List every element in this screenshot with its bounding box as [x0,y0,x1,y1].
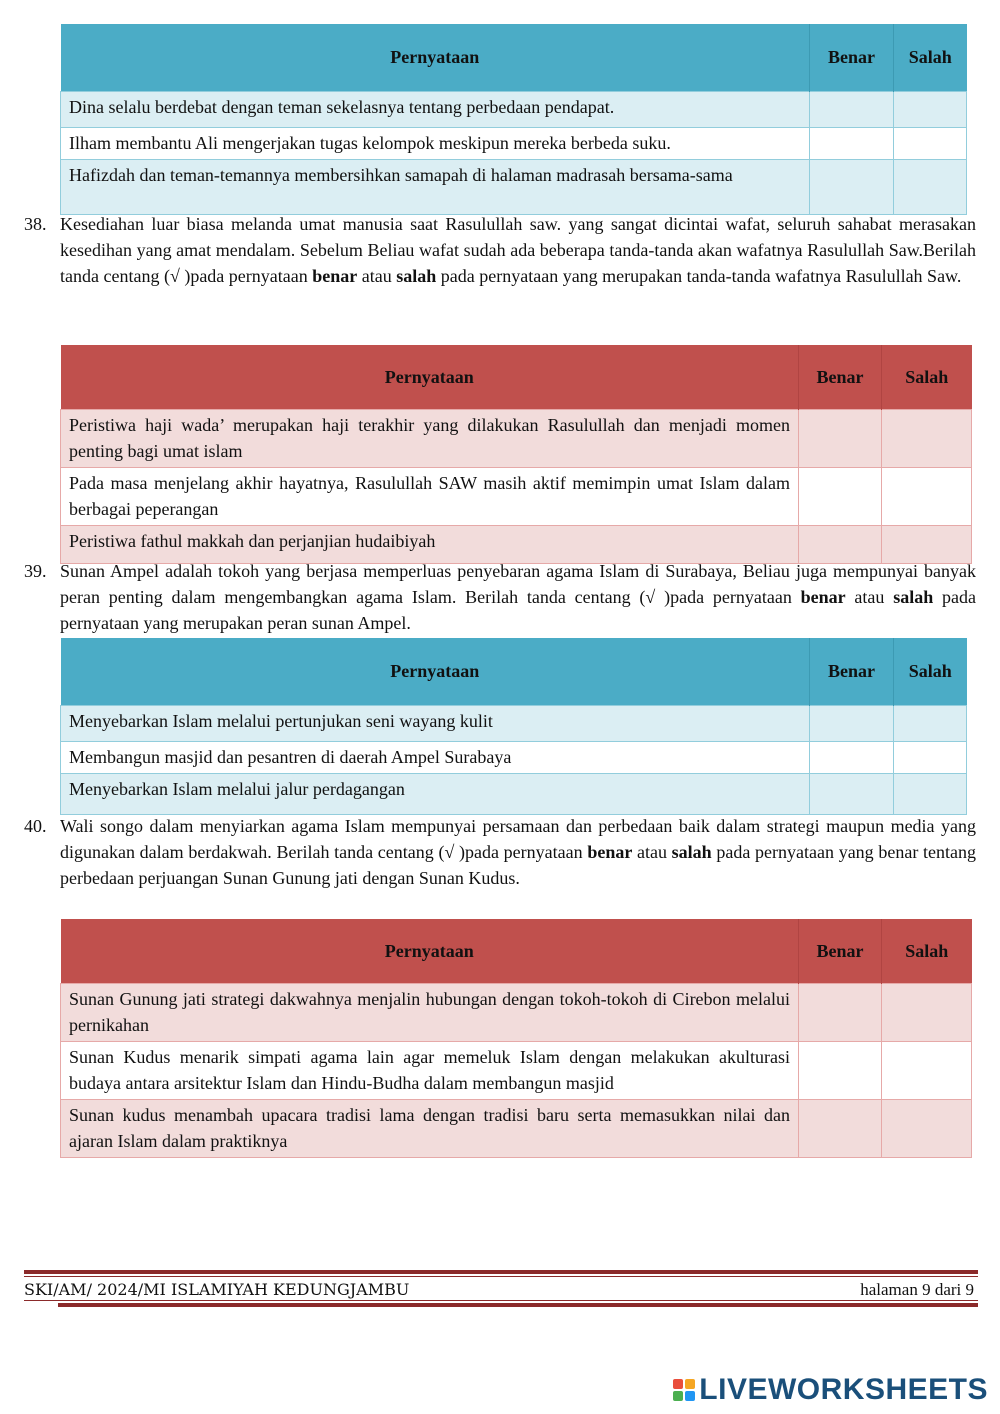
true-checkbox[interactable] [799,983,882,1041]
question-number: 40. [24,816,47,836]
true-checkbox[interactable] [810,741,894,773]
table-4 [60,919,972,1158]
false-checkbox[interactable] [882,409,972,467]
header-true: Benar [799,345,882,409]
footer-rule-top [24,1270,978,1274]
statement-cell: Sunan Gunung jati strategi dakwahnya menjalin hubungan dengan tokoh-tokoh di Cirebon melalui pernikahan [61,983,799,1041]
table-1 [60,24,967,215]
false-checkbox[interactable] [882,1041,972,1099]
false-checkbox[interactable] [894,159,967,214]
statement-cell: Sunan Kudus menarik simpati agama lain agar memeluk Islam dengan melakukan akulturasi budaya antara arsitektur Islam dan Hindu-Budha dalam membangun masjid [61,1041,799,1099]
true-checkbox[interactable] [810,127,894,159]
header-true: Benar [799,919,882,983]
statement-cell: Sunan kudus menambah upacara tradisi lama dengan tradisi baru serta memasukkan nilai dan ajaran Islam dalam praktiknya [61,1099,799,1157]
true-checkbox[interactable] [810,159,894,214]
false-checkbox[interactable] [882,1099,972,1157]
false-checkbox[interactable] [894,773,967,814]
statement-cell: Hafizdah dan teman-temannya membersihkan samapah di halaman madrasah bersama-sama [61,159,810,214]
logo-square-icon [685,1379,695,1389]
header-statement: Pernyataan [61,24,810,91]
statement-cell: Pada masa menjelang akhir hayatnya, Rasulullah SAW masih aktif memimpin umat Islam dalam berbagai peperangan [61,467,799,525]
header-false: Salah [882,345,972,409]
statement-cell: Peristiwa fathul makkah dan perjanjian hudaibiyah [61,525,799,563]
false-checkbox[interactable] [894,91,967,127]
header-statement: Pernyataan [61,638,810,705]
statement-cell: Ilham membantu Ali mengerjakan tugas kelompok meskipun mereka berbeda suku. [61,127,810,159]
footer-rule-bottom-thin [24,1300,978,1301]
question-38: 38. Kesediahan luar biasa melanda umat manusia saat Rasulullah saw. yang sangat dicintai wafat, seluruh sahabat merasakan kesedihan yang amat mendalam. Sebelum Beliau wafat sudah ada beberapa tanda-tanda akan wafatnya Rasulullah Saw.Berilah tanda centang (√ )pada pernyataan benar atau salah pada pernyataan yang merupakan tanda-tanda wafatnya Rasulullah Saw. [24,211,976,289]
true-checkbox[interactable] [799,1099,882,1157]
header-false: Salah [894,24,967,91]
false-checkbox[interactable] [882,983,972,1041]
footer-left: SKI/AM/ 2024/MI ISLAMIYAH KEDUNGJAMBU [24,1280,410,1299]
footer-page-number: halaman 9 dari 9 [860,1280,974,1299]
false-checkbox[interactable] [894,127,967,159]
header-true: Benar [810,638,894,705]
liveworksheets-logo-icon [673,1379,695,1401]
true-checkbox[interactable] [799,467,882,525]
question-number: 38. [24,214,47,234]
table-2 [60,345,972,564]
question-number: 39. [24,561,47,581]
logo-text: LIVEWORKSHEETS [699,1373,988,1406]
header-false: Salah [882,919,972,983]
true-checkbox[interactable] [810,773,894,814]
logo-square-icon [673,1379,683,1389]
statement-cell: Dina selalu berdebat dengan teman sekelasnya tentang perbedaan pendapat. [61,91,810,127]
true-checkbox[interactable] [799,409,882,467]
header-statement: Pernyataan [61,919,799,983]
false-checkbox[interactable] [894,705,967,741]
false-checkbox[interactable] [894,741,967,773]
statement-cell: Menyebarkan Islam melalui jalur perdagangan [61,773,810,814]
statement-cell: Peristiwa haji wada’ merupakan haji terakhir yang dilakukan Rasulullah dan menjadi momen penting bagi umat islam [61,409,799,467]
header-false: Salah [894,638,967,705]
false-checkbox[interactable] [882,467,972,525]
footer-rule-bottom [58,1303,978,1307]
statement-cell: Membangun masjid dan pesantren di daerah Ampel Surabaya [61,741,810,773]
header-true: Benar [810,24,894,91]
logo-square-icon [673,1391,683,1401]
true-checkbox[interactable] [810,705,894,741]
true-checkbox[interactable] [810,91,894,127]
question-39: 39. Sunan Ampel adalah tokoh yang berjasa memperluas penyebaran agama Islam di Surabaya, Beliau juga mempunyai banyak peran penting dalam mengembangkan agama Islam. Berilah tanda centang (√ )pada pernyataan benar atau salah pada pernyataan yang merupakan peran sunan Ampel. [24,558,976,636]
logo-square-icon [685,1391,695,1401]
header-statement: Pernyataan [61,345,799,409]
true-checkbox[interactable] [799,1041,882,1099]
table-3 [60,638,967,815]
statement-cell: Menyebarkan Islam melalui pertunjukan seni wayang kulit [61,705,810,741]
liveworksheets-logo [673,1374,988,1406]
question-40: 40. Wali songo dalam menyiarkan agama Islam mempunyai persamaan dan perbedaan baik dalam strategi maupun media yang digunakan dalam berdakwah. Berilah tanda centang (√ )pada pernyataan benar atau salah pada pernyataan yang benar tentang perbedaan perjuangan Sunan Gunung jati dengan Sunan Kudus. [24,813,976,891]
footer-rule-top-thin [24,1276,978,1277]
